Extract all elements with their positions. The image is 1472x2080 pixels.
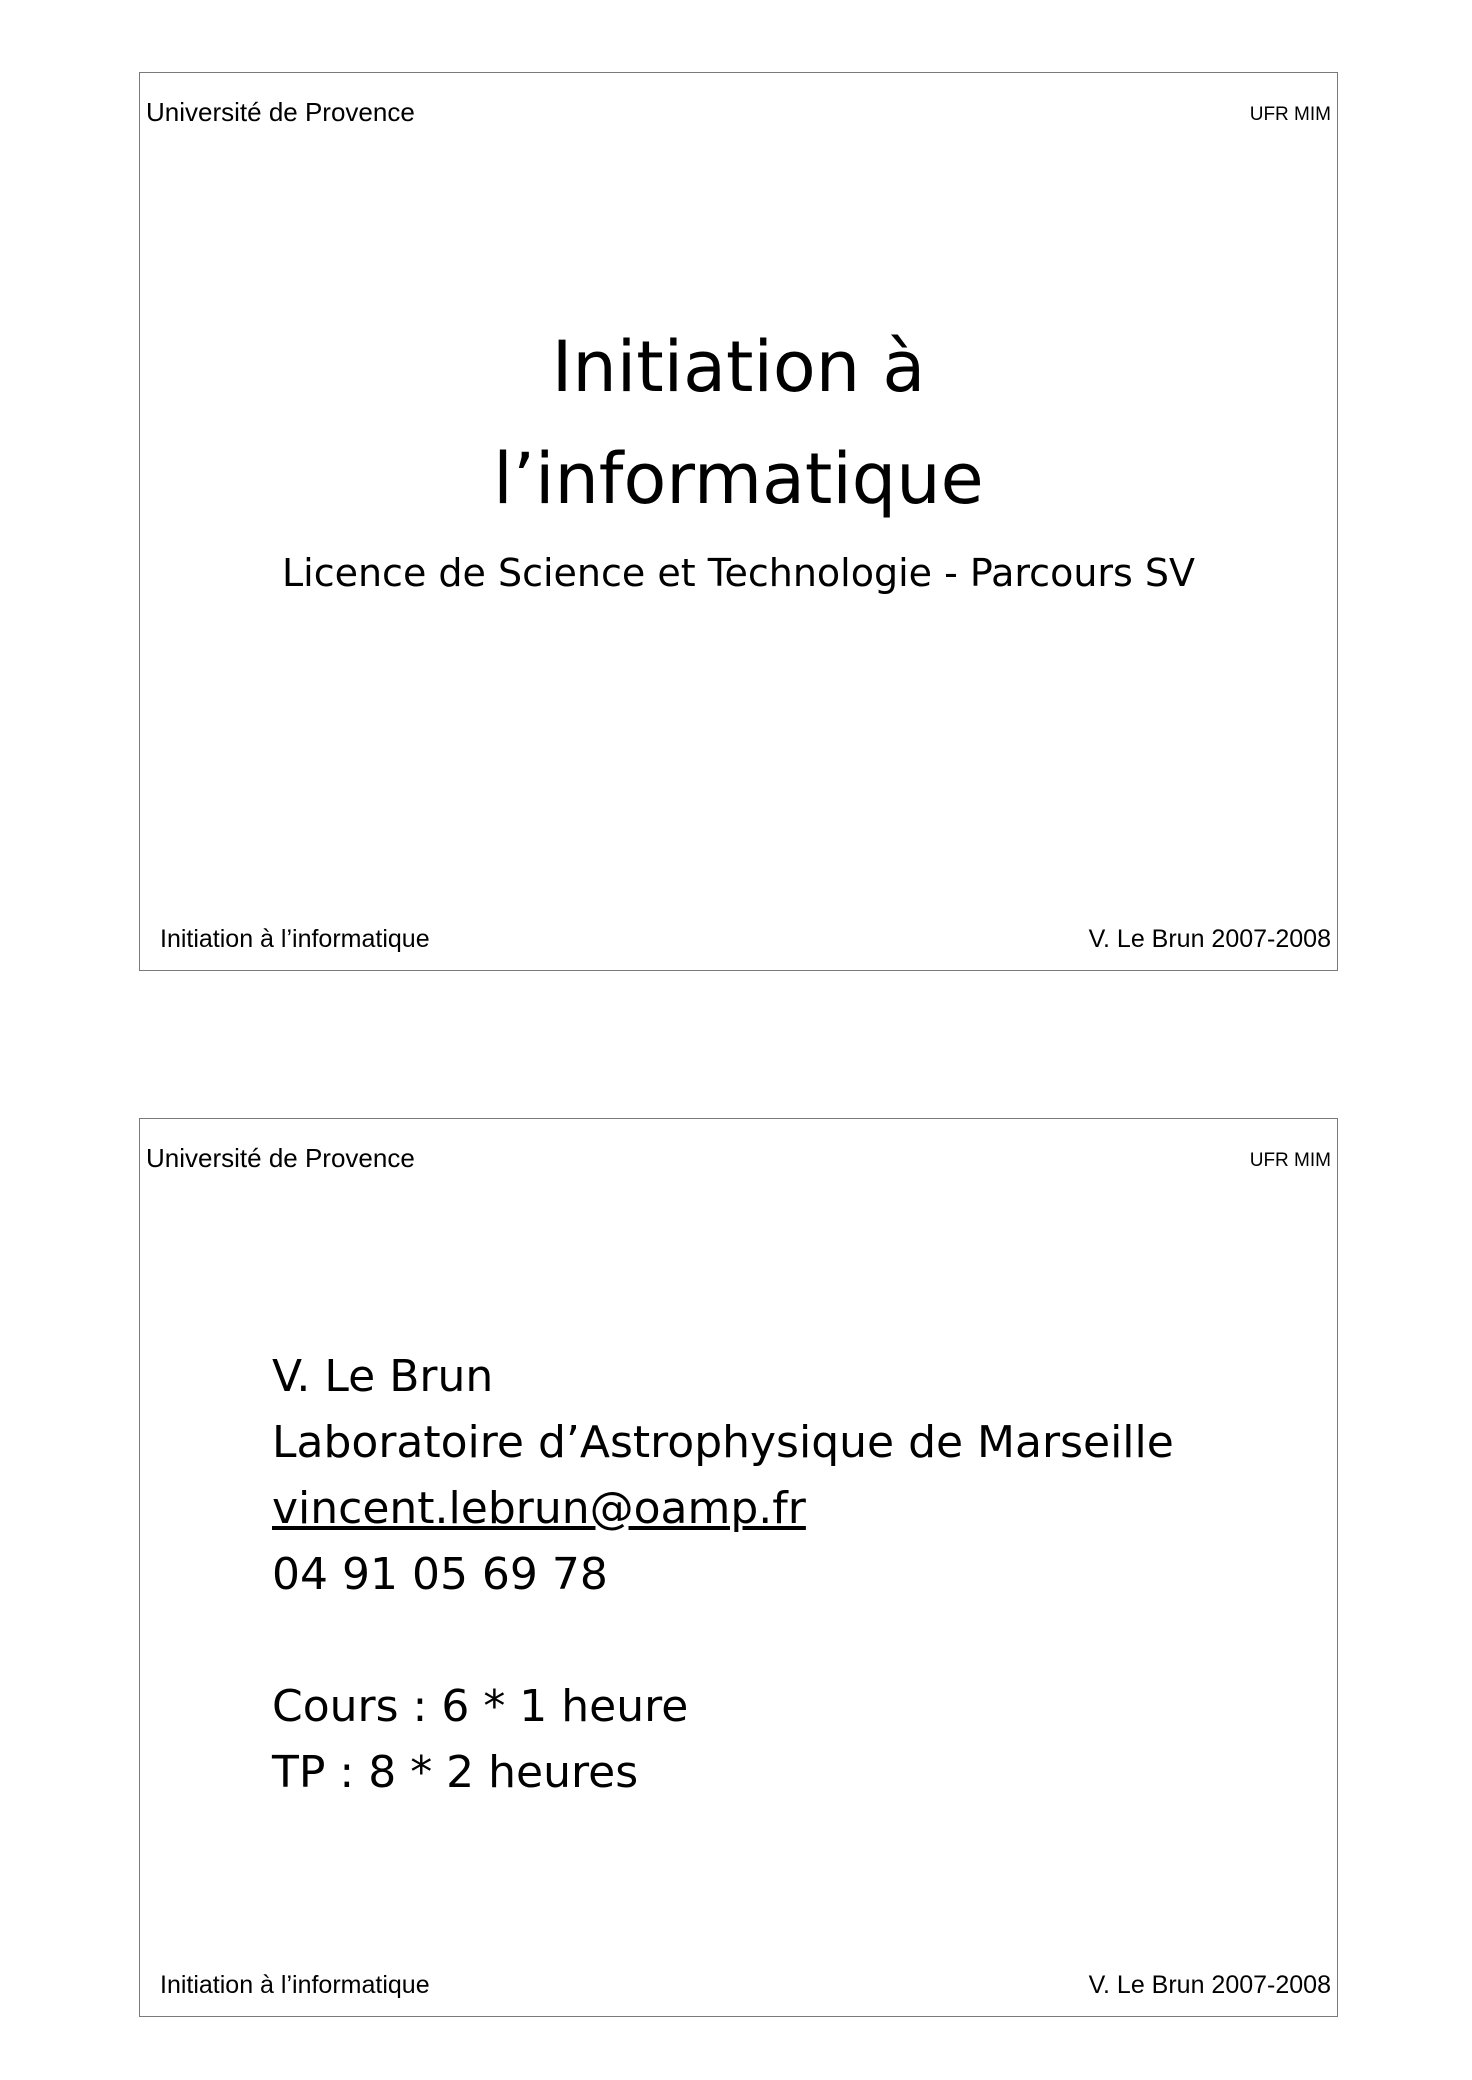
- header-university: Université de Provence: [146, 97, 415, 127]
- contact-block: [272, 1344, 1174, 1806]
- slide-1: [139, 72, 1338, 971]
- slide-title: [140, 311, 1337, 535]
- contact-email-link[interactable]: vincent.lebrun@oamp.fr: [272, 1483, 806, 1534]
- tp-info: TP : 8 * 2 heures: [272, 1747, 639, 1798]
- header-ufr: UFR MIM: [1249, 104, 1331, 125]
- header-ufr: UFR MIM: [1249, 1150, 1331, 1171]
- footer-author: V. Le Brun 2007-2008: [1088, 925, 1331, 953]
- title-line-2: l’informatique: [493, 438, 984, 520]
- title-line-1: Initiation à: [551, 326, 926, 408]
- contact-name: V. Le Brun: [272, 1351, 494, 1402]
- header-university: Université de Provence: [146, 1143, 415, 1173]
- footer-course: Initiation à l’informatique: [160, 925, 430, 953]
- cours-info: Cours : 6 * 1 heure: [272, 1681, 689, 1732]
- spacer: [272, 1608, 1174, 1674]
- slide-subtitle: Licence de Science et Technologie - Parcours SV: [281, 551, 1196, 595]
- slide-2: [139, 1118, 1338, 2017]
- footer-author: V. Le Brun 2007-2008: [1088, 1971, 1331, 1999]
- contact-phone: 04 91 05 69 78: [272, 1549, 608, 1600]
- contact-lab: Laboratoire d’Astrophysique de Marseille: [272, 1417, 1174, 1468]
- footer-course: Initiation à l’informatique: [160, 1971, 430, 1999]
